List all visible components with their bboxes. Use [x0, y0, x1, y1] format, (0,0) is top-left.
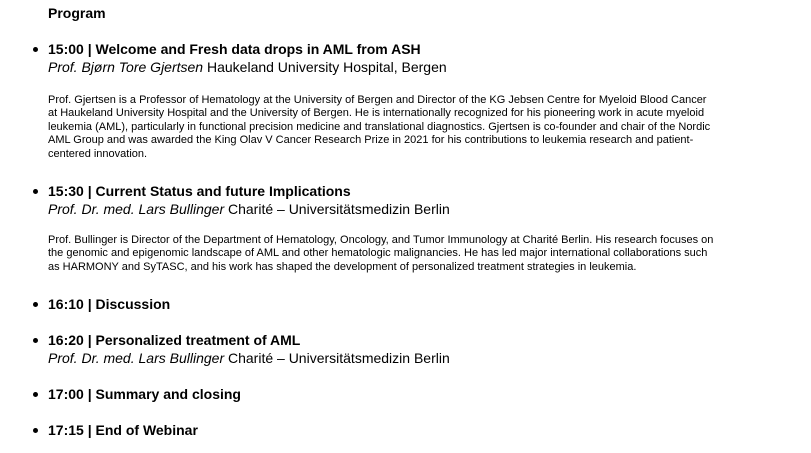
bullet-icon	[33, 302, 38, 307]
bullet-icon	[33, 338, 38, 343]
speaker-bio	[48, 234, 713, 274]
session-title: 16:20 | Personalized treatment of AML	[48, 332, 301, 348]
session-speaker	[48, 58, 447, 76]
bio-line: Prof. Gjertsen is a Professor of Hematology at the University of Bergen and Director of the KG Jebsen Centre for Myeloid Blood Cancer	[48, 94, 707, 106]
bullet-icon	[33, 392, 38, 397]
session-title: 16:10 | Discussion	[48, 296, 171, 312]
bio-line: the genomic and epigenomic landscape of AML and other hematologic malignancies. He has led major international collaborations such	[48, 247, 708, 260]
session-title: 17:15 | End of Webinar	[48, 422, 198, 438]
speaker-affiliation: Charité – Universitätsmedizin Berlin	[224, 201, 450, 217]
bullet-icon	[33, 189, 38, 194]
speaker-affiliation: Haukeland University Hospital, Bergen	[203, 59, 447, 75]
bio-line: centered innovation.	[48, 147, 148, 160]
speaker-bio	[48, 94, 710, 161]
session-title: 15:30 | Current Status and future Implications	[48, 183, 351, 199]
session-speaker	[48, 349, 450, 367]
speaker-name: Prof. Bjørn Tore Gjertsen	[48, 59, 204, 75]
session-title: 15:00 | Welcome and Fresh data drops in AML from ASH	[48, 41, 421, 57]
bullet-icon	[33, 428, 38, 433]
bio-line: at Haukeland University Hospital and the University of Bergen. He is internationally recognized for his pioneering work in acute myeloid	[48, 107, 705, 120]
speaker-affiliation: Charité – Universitätsmedizin Berlin	[224, 350, 450, 366]
session-speaker	[48, 200, 450, 218]
speaker-name: Prof. Dr. med. Lars Bullinger	[48, 201, 225, 217]
speaker-name: Prof. Dr. med. Lars Bullinger	[48, 350, 225, 366]
bullet-icon	[33, 47, 38, 52]
program-heading: Program	[48, 5, 106, 21]
session-title: 17:00 | Summary and closing	[48, 386, 241, 402]
bio-line: AML Group and was awarded the King Olav V Cancer Research Prize in 2021 for his contributions to leukemia research and patient-	[48, 134, 694, 147]
bio-line: leukemia (AML), particularly in functional precision medicine and translational diagnostics. Gjertsen is co-founder and chair of the Nordic	[48, 120, 711, 133]
bio-line: as HARMONY and SyTASC, and his work has shaped the development of personalized treatment strategies in leukemia.	[48, 260, 637, 273]
bio-line: Prof. Bullinger is Director of the Department of Hematology, Oncology, and Tumor Immunology at Charité Berlin. His research focuses on	[48, 234, 714, 246]
